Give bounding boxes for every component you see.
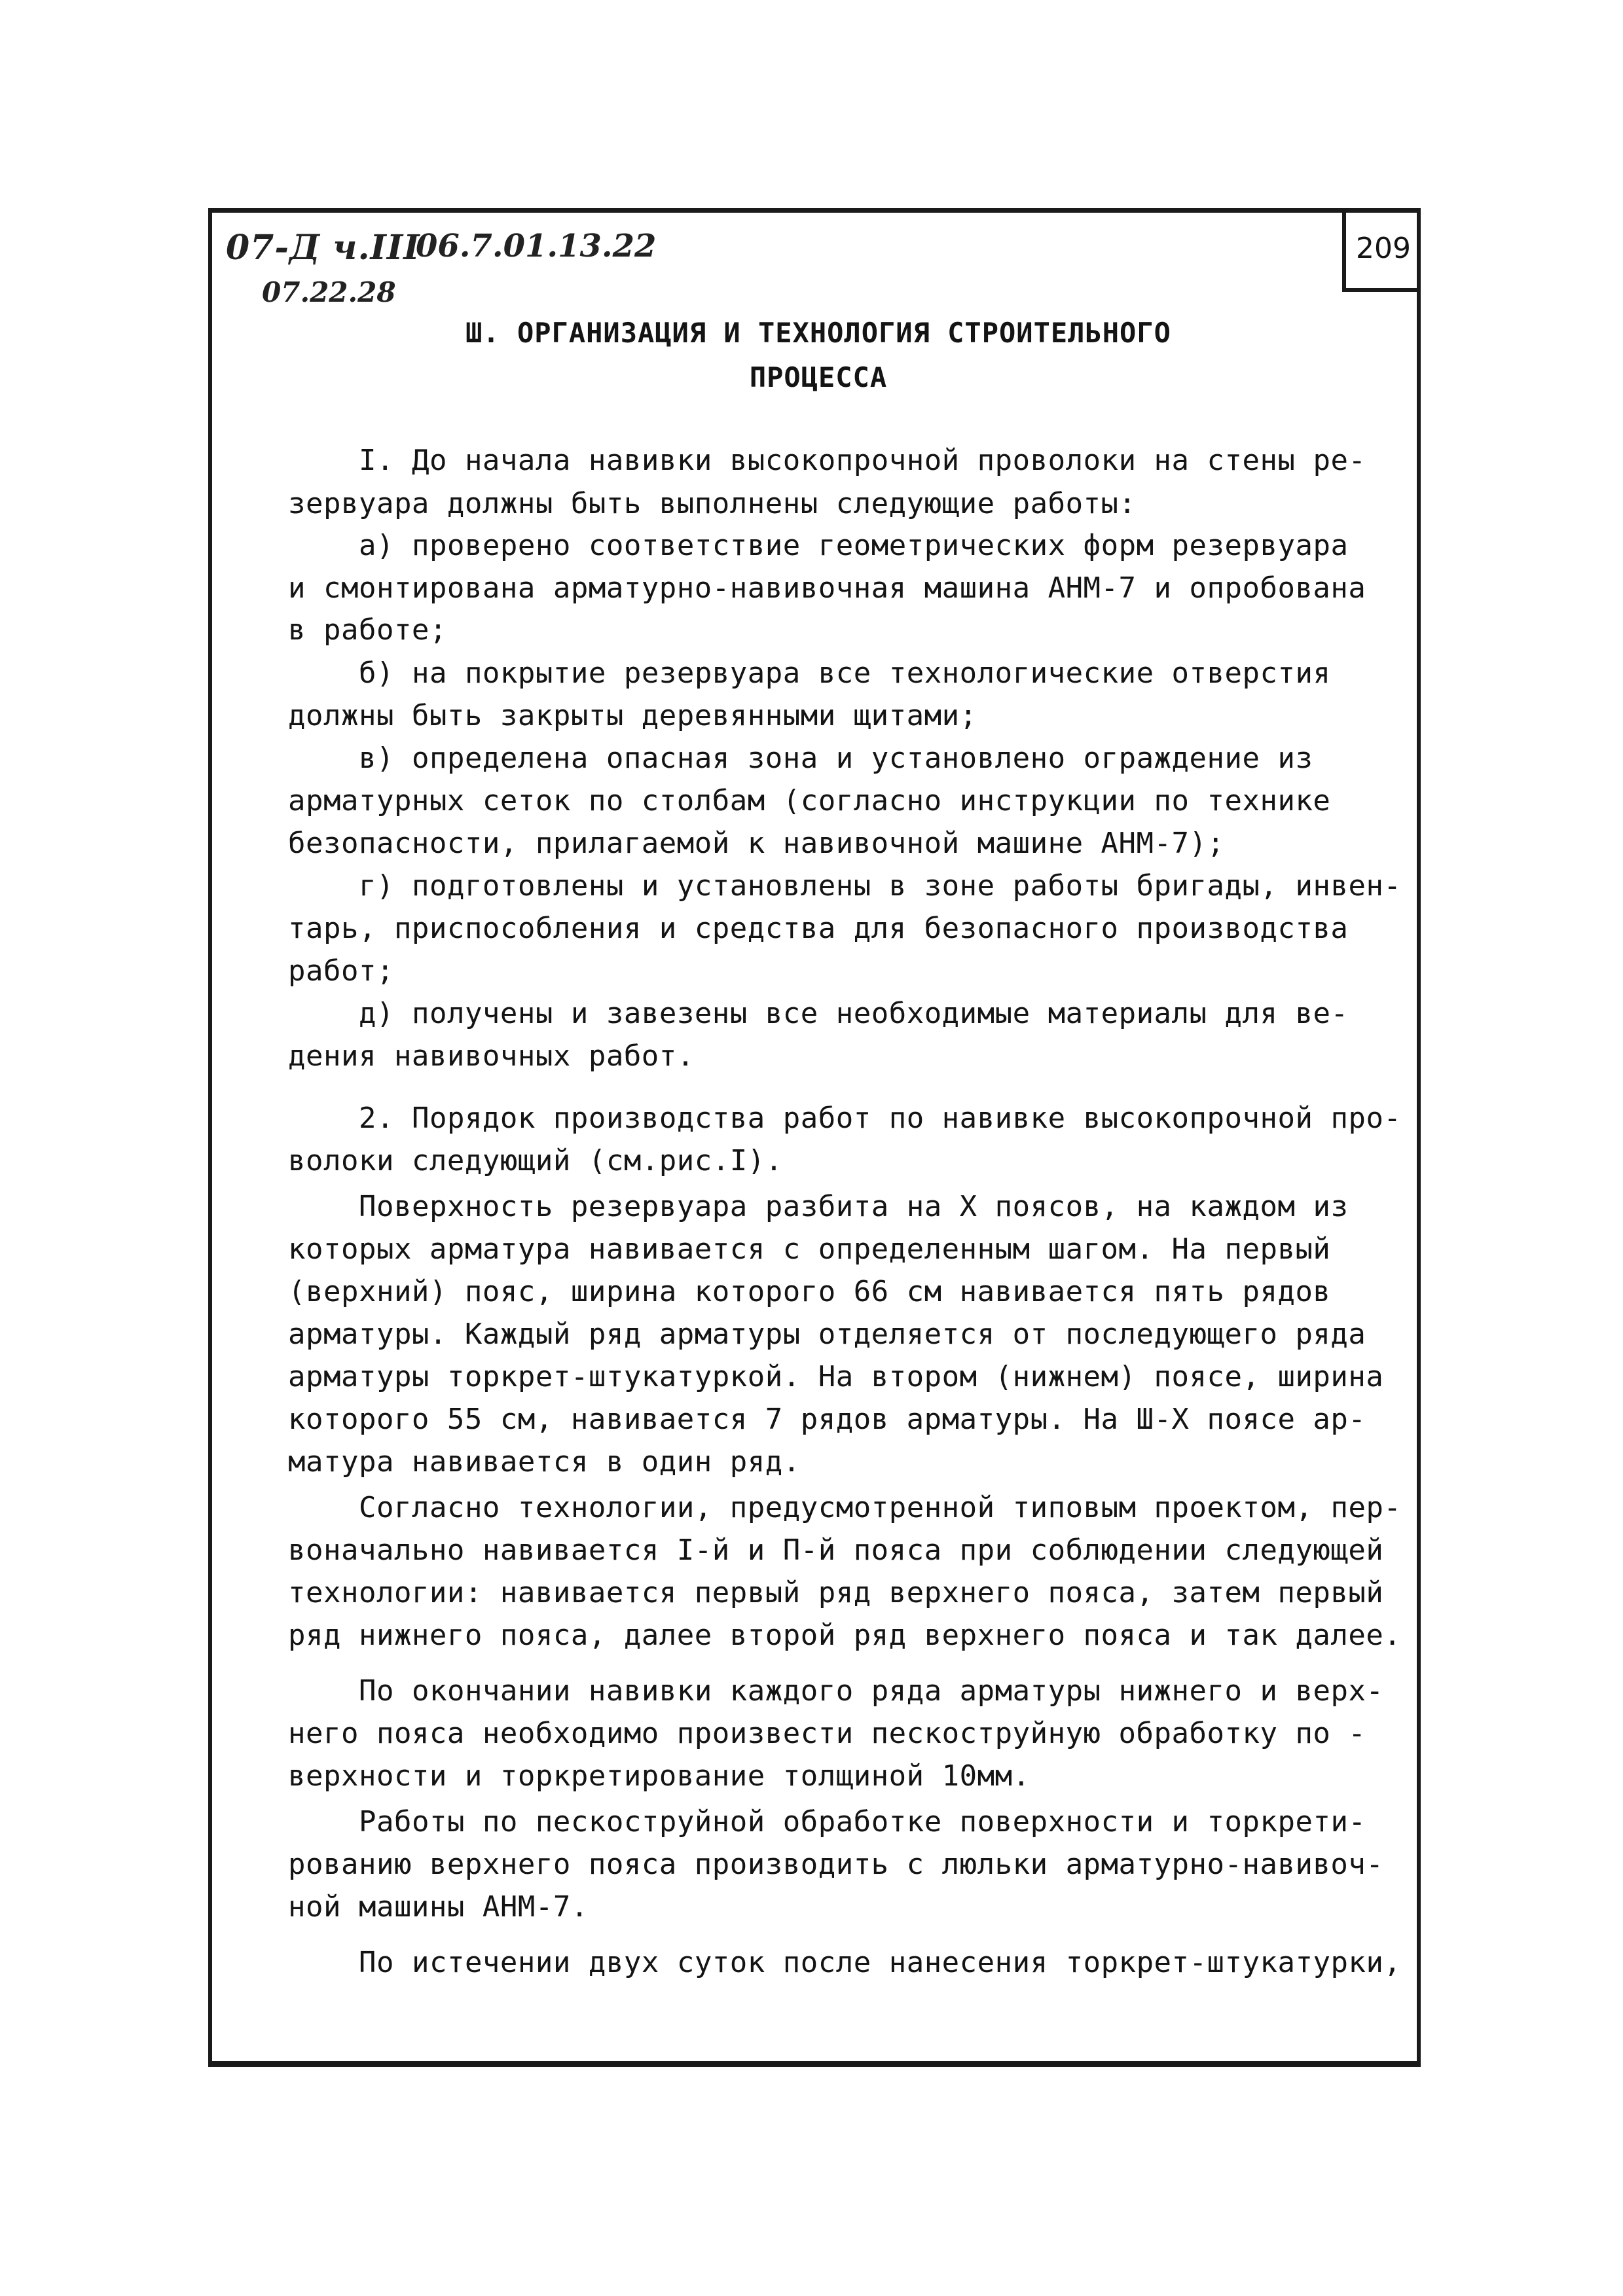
body-line: него пояса необходимо произвести пескоструйную обработку по - [288,1717,1366,1750]
body-line: арматурных сеток по столбам (согласно инструкции по технике [288,784,1331,817]
body-line: должны быть закрыты деревянными щитами; [288,699,977,732]
body-line: арматуры. Каждый ряд арматуры отделяется от последующего ряда [288,1318,1366,1351]
body-line: ной машины АНМ-7. [288,1890,589,1924]
body-line: Согласно технологии, предусмотренной типовым проектом, пер- [359,1491,1402,1524]
body-line: (верхний) пояс, ширина которого 66 см навивается пять рядов [288,1275,1331,1308]
document-code-line2: 07.22.28 [262,276,396,308]
document-code-part1: 07-Д ч.III [226,228,420,268]
body-line: воначально навивается I-й и П-й пояса при соблюдении следующей [288,1534,1384,1567]
body-line: д) получены и завезены все необходимые материалы для ве- [359,997,1349,1030]
body-line: в работе; [288,613,447,647]
body-line: Работы по пескоструйной обработке поверхности и торкрети- [359,1805,1366,1839]
body-line: верхности и торкретирование толщиной 10мм. [288,1759,1030,1793]
section-title-line2: ПРОЦЕССА [749,361,888,393]
body-line: матура навивается в один ряд. [288,1445,801,1479]
body-line: арматуры торкрет-штукатуркой. На втором (нижнем) поясе, ширина [288,1360,1384,1393]
body-line: I. До начала навивки высокопрочной проволоки на стены ре- [359,444,1366,477]
body-line: работ; [288,954,394,988]
section-title-line1: Ш. ОРГАНИЗАЦИЯ И ТЕХНОЛОГИЯ СТРОИТЕЛЬНОГО [465,317,1171,349]
body-line: которых арматура навивается с определенным шагом. На первый [288,1232,1331,1266]
body-line: По окончании навивки каждого ряда арматуры нижнего и верх- [359,1674,1384,1708]
body-line: которого 55 см, навивается 7 рядов арматуры. На Ш-Х поясе ар- [288,1403,1366,1436]
body-line: а) проверено соответствие геометрических форм резервуара [359,529,1349,562]
body-line: технологии: навивается первый ряд верхнего пояса, затем первый [288,1576,1384,1609]
body-line: 2. Порядок производства работ по навивке высокопрочной про- [359,1102,1402,1135]
body-line: дения навивочных работ. [288,1039,695,1073]
body-line: рованию верхнего пояса производить с люльки арматурно-навивоч- [288,1848,1384,1881]
body-line: и смонтирована арматурно-навивочная машина АНМ-7 и опробована [288,571,1366,605]
body-line: г) подготовлены и установлены в зоне работы бригады, инвен- [359,869,1402,903]
document-code-part2: 06.7.01.13.22 [416,228,657,264]
body-line: ряд нижнего пояса, далее второй ряд верхнего пояса и так далее. [288,1619,1402,1652]
body-line: По истечении двух суток после нанесения торкрет-штукатурки, [359,1946,1402,1979]
body-line: зервуара должны быть выполнены следующие работы: [288,487,1137,520]
body-line: в) определена опасная зона и установлено ограждение из [359,742,1313,775]
page-number: 209 [1342,208,1421,292]
body-line: тарь, приспособления и средства для безопасного производства [288,912,1349,945]
body-line: безопасности, прилагаемой к навивочной машине АНМ-7); [288,827,1225,860]
body-line: волоки следующий (см.рис.I). [288,1144,783,1177]
body-line: б) на покрытие резервуара все технологические отверстия [359,656,1331,690]
body-line: Поверхность резервуара разбита на Х поясов, на каждом из [359,1190,1349,1223]
